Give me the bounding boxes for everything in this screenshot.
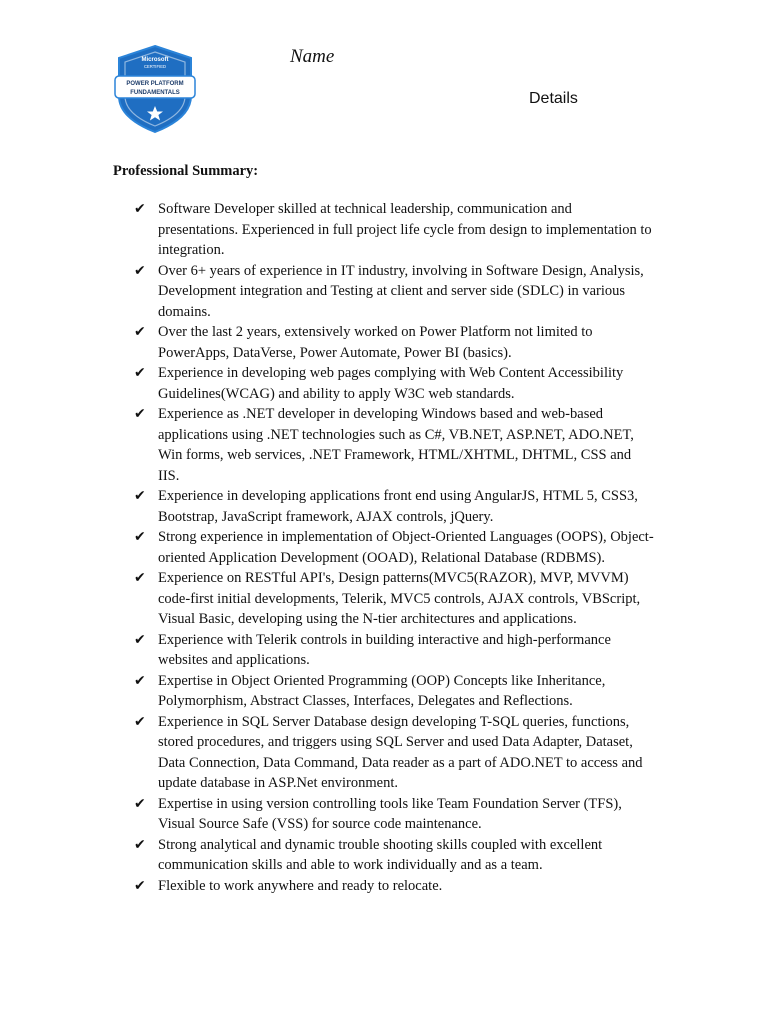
checkmark-icon: ✔ [134, 713, 146, 730]
candidate-name: Name [290, 46, 335, 67]
badge-line4-text: FUNDAMENTALS [130, 90, 180, 96]
list-item-text: Over the last 2 years, extensively worked on Power Platform not limited to PowerApps, DataVerse, Power Automate, Power BI (basics). [158, 324, 593, 361]
list-item-text: Expertise in using version controlling tools like Team Foundation Server (TFS), Visual Source Safe (VSS) for source code maintenance. [158, 795, 622, 832]
list-item [134, 261, 654, 323]
list-item [134, 835, 654, 876]
badge-line3-text: POWER PLATFORM [126, 81, 184, 87]
list-item [134, 630, 654, 671]
checkmark-icon: ✔ [134, 836, 146, 853]
list-item [134, 486, 654, 527]
list-item-text: Over 6+ years of experience in IT industry, involving in Software Design, Analysis, Development integration and Testing at client and server side (SDLC) in various domains. [158, 262, 644, 320]
summary-list [134, 199, 654, 896]
checkmark-icon: ✔ [134, 529, 146, 545]
list-item-text: Expertise in Object Oriented Programming (OOP) Concepts like Inheritance, Polymorphism, Abstract Classes, Interfaces, Delegates and Reflections. [158, 672, 606, 709]
checkmark-icon: ✔ [134, 365, 146, 381]
checkmark-icon: ✔ [134, 262, 146, 279]
badge-microsoft-text: Microsoft [141, 57, 169, 63]
checkmark-icon: ✔ [134, 795, 146, 812]
list-item [134, 876, 654, 897]
list-item-text: Experience in developing web pages complying with Web Content Accessibility Guidelines(WCAG) and ability to apply W3C web standards. [158, 365, 624, 402]
list-item-text: Software Developer skilled at technical leadership, communication and presentations. Experienced in full project life cycle from design to implementation to integration. [158, 201, 652, 258]
checkmark-icon: ✔ [134, 877, 146, 894]
checkmark-icon: ✔ [134, 201, 146, 217]
list-item-text: Flexible to work anywhere and ready to relocate. [158, 877, 443, 894]
badge-certified-text: CERTIFIED [143, 64, 167, 69]
checkmark-icon: ✔ [134, 406, 146, 422]
list-item-text: Experience on RESTful API's, Design patterns(MVC5(RAZOR), MVP, MVVM) code-first initial developments, Telerik, MVC5 controls, AJAX controls, VBScript, Visual Basic, developing using the N-tier architectures and applications. [158, 570, 641, 627]
list-item [134, 404, 654, 486]
certification-badge [113, 44, 197, 134]
list-item [134, 712, 654, 794]
list-item-text: Experience with Telerik controls in building interactive and high-performance websites and applications. [158, 631, 611, 668]
list-item-text: Experience as .NET developer in developing Windows based and web-based applications using .NET technologies such as C#, VB.NET, ASP.NET, ADO.NET, Win forms, web services, .NET Framework, HTML/XHTML, DHTML, CSS and IIS. [158, 406, 634, 484]
checkmark-icon: ✔ [134, 570, 146, 586]
checkmark-icon: ✔ [134, 631, 146, 648]
list-item-text: Experience in SQL Server Database design developing T-SQL queries, functions, stored procedures, and triggers using SQL Server and used Data Adapter, Dataset, Data Connection, Data Command, Data reader as a part of ADO.NET to access and update database in ASP.Net environment. [158, 713, 643, 791]
badge-shield-icon [113, 44, 197, 134]
list-item [134, 363, 654, 404]
list-item [134, 568, 654, 630]
checkmark-icon: ✔ [134, 488, 146, 504]
list-item [134, 199, 654, 261]
list-item [134, 671, 654, 712]
summary-heading: Professional Summary: [113, 163, 259, 179]
contact-details: Details [529, 90, 578, 107]
checkmark-icon: ✔ [134, 672, 146, 689]
list-item-text: Experience in developing applications front end using AngularJS, HTML 5, CSS3, Bootstrap, JavaScript framework, AJAX controls, jQuery. [158, 488, 638, 525]
list-item-text: Strong analytical and dynamic trouble shooting skills coupled with excellent communication skills and able to work individually and as a team. [158, 836, 603, 873]
list-item [134, 527, 654, 568]
list-item [134, 794, 654, 835]
checkmark-icon: ✔ [134, 324, 146, 340]
list-item-text: Strong experience in implementation of Object-Oriented Languages (OOPS), Object-oriented Application Development (OOAD), Relational Database (RDBMS). [158, 529, 654, 566]
list-item [134, 322, 654, 363]
